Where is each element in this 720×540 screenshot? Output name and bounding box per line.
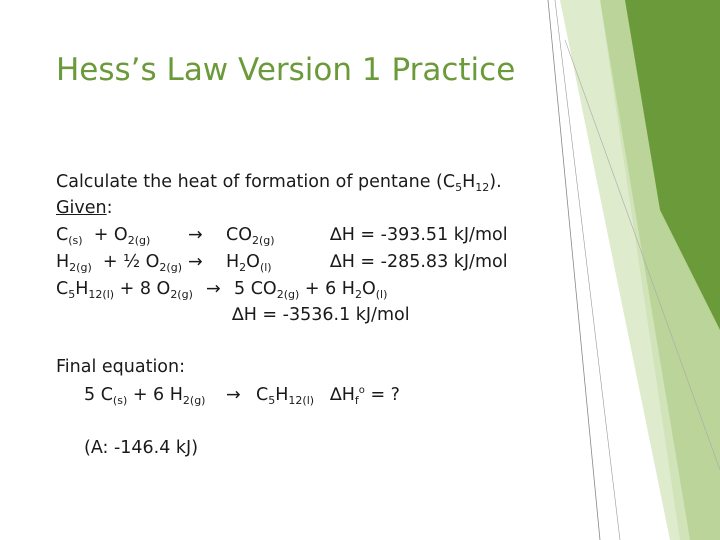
reaction-1-product: $CO_{2(g)}$	[226, 225, 275, 247]
slide-title: Hess’s Law Version 1 Practice	[56, 52, 516, 88]
reaction-2-reactants: $H_{2(g)}$ + ½ $O_{2(g)}$	[56, 252, 182, 274]
reaction-1-reactants: $C_{(s)} + O_{2(g)}$	[56, 225, 151, 247]
final-equation-reactants: 5 $C_{(s)} + 6$ $H_{2(g)}$	[84, 385, 206, 407]
reaction-2-enthalpy: ∆H = -285.83 kJ/mol	[330, 252, 508, 272]
final-equation-enthalpy: $\Delta H_f^o$ = ?	[330, 385, 400, 407]
reaction-1-enthalpy: ∆H = -393.51 kJ/mol	[330, 225, 508, 245]
reaction-2-product: $H_2O_{(l)}$	[226, 252, 272, 274]
final-equation-label: Final equation:	[56, 357, 186, 377]
corner-shape-mid	[560, 0, 690, 540]
reaction-1-arrow: →	[188, 225, 203, 245]
corner-line-3	[565, 40, 720, 470]
reaction-3-enthalpy: ∆H = -3536.1 kJ/mol	[232, 305, 410, 325]
corner-shape-large	[600, 0, 720, 540]
final-equation-product: $C_5H_{12(l)}$	[256, 385, 315, 407]
reaction-3-arrow: →	[206, 279, 221, 299]
corner-line-2	[555, 0, 620, 540]
reaction-2-arrow: →	[188, 252, 203, 272]
corner-shape-dark	[625, 0, 720, 330]
problem-prompt: Calculate the heat of formation of pentane $(C_5H_{12})$.	[56, 172, 502, 194]
reaction-3-products: 5 $CO_{2(g)} + 6$ $H_2O_{(l)}$	[234, 279, 388, 301]
corner-line-1	[548, 0, 600, 540]
answer-text: (A: -146.4 kJ)	[84, 438, 199, 458]
reaction-3-reactants: $C_5H_{12(l)} + 8$ $O_{2(g)}$	[56, 279, 193, 301]
given-label: Given:	[56, 198, 113, 218]
final-equation-arrow: →	[226, 385, 241, 405]
